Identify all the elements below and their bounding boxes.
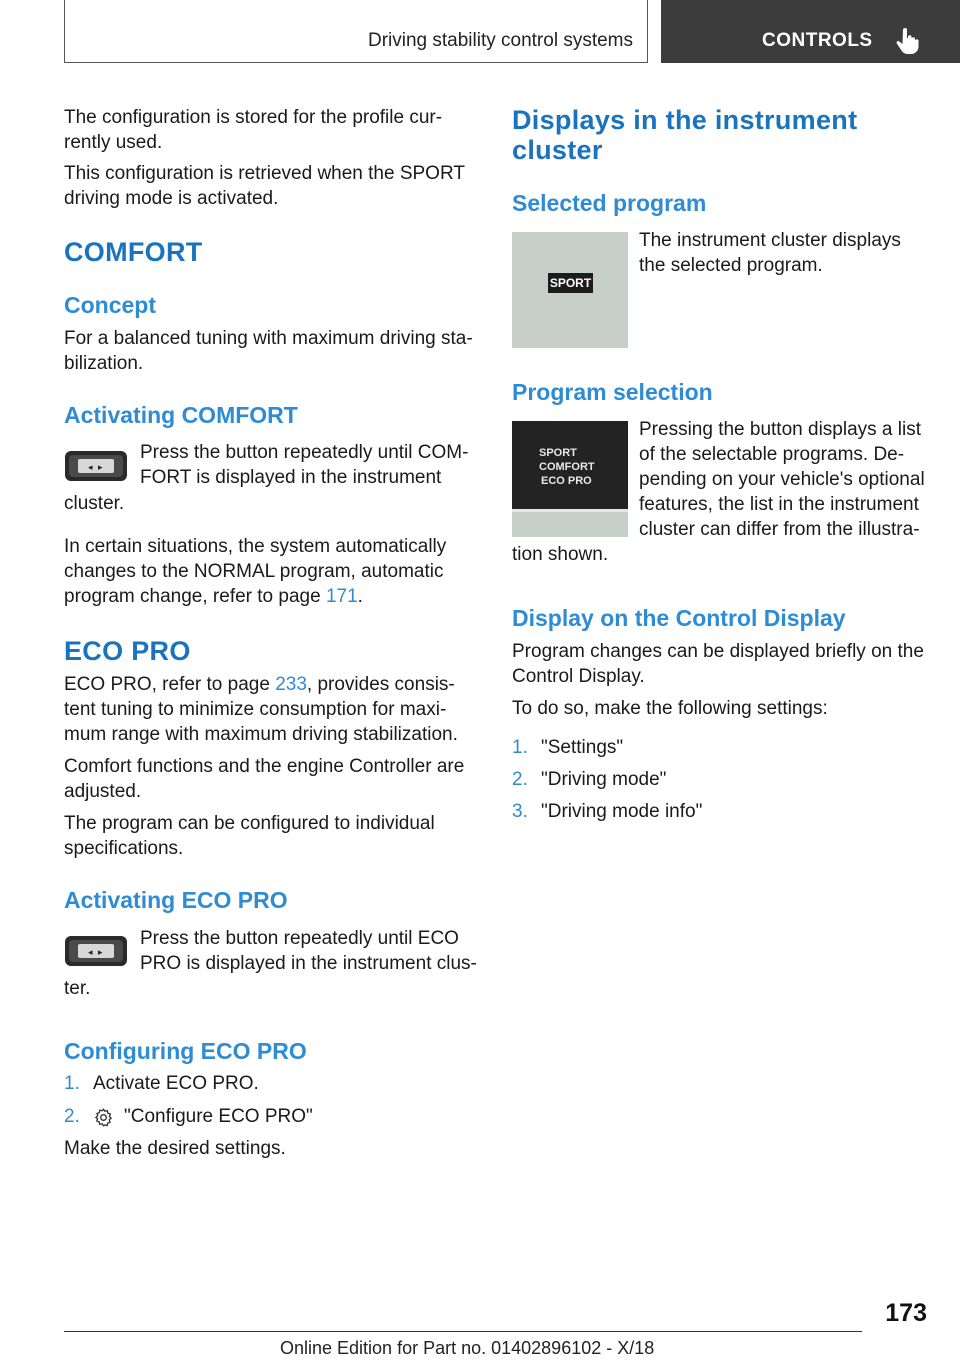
settings-step-1 xyxy=(512,735,624,761)
config-step-2-number: 2. xyxy=(64,1106,80,1127)
driving-mode-button-icon xyxy=(64,448,128,484)
settings-step-3-number: 3. xyxy=(512,801,528,822)
sport-badge: SPORT xyxy=(548,273,593,293)
concept-line-2: bilization. xyxy=(64,353,144,374)
intro-line-2: rently used. xyxy=(64,132,163,153)
header-section-title: Driving stability control systems xyxy=(367,30,633,51)
selected-line-2: the selected program. xyxy=(639,255,823,276)
heading-program-selection: Program selection xyxy=(512,379,713,405)
settings-step-2 xyxy=(512,767,667,793)
eco-line-6: The program can be configured to individual xyxy=(64,813,435,834)
control-display-line-3: To do so, make the following settings: xyxy=(512,698,828,719)
program-option-sport: SPORT xyxy=(539,447,577,459)
activate-eco-line-3: ter. xyxy=(64,978,91,999)
svg-text:◂: ◂ xyxy=(88,463,93,473)
activate-comfort-line-3: cluster. xyxy=(64,493,125,514)
selected-line-1: The instrument cluster displays xyxy=(639,230,901,251)
program-selection-line-6: tion shown. xyxy=(512,544,609,565)
eco-line-3: mum range with maximum driving stabilization. xyxy=(64,724,458,745)
settings-step-1-number: 1. xyxy=(512,737,528,758)
eco-line-2: tent tuning to minimize consumption for maxi- xyxy=(64,699,447,720)
header-chapter-title: CONTROLS xyxy=(762,30,873,51)
eco-line-1 xyxy=(64,672,455,698)
auto-line-1: In certain situations, the system automatically xyxy=(64,536,447,557)
svg-text:◂: ◂ xyxy=(88,948,93,958)
eco-line-1-text: ECO PRO, refer to page xyxy=(64,674,276,695)
eco-line-4: Comfort functions and the engine Controller are xyxy=(64,756,465,777)
settings-step-2-number: 2. xyxy=(512,769,528,790)
intro-line-1: The configuration is stored for the profile cur- xyxy=(64,107,443,128)
page-link-233[interactable]: 233 xyxy=(275,674,307,695)
config-step-1 xyxy=(64,1071,259,1097)
program-selection-line-1: Pressing the button displays a list xyxy=(639,419,921,440)
header-section-box xyxy=(64,0,648,63)
intro-line-3: This configuration is retrieved when the SPORT xyxy=(64,163,465,184)
program-option-eco-pro: ECO PRO xyxy=(541,475,592,487)
settings-step-3-text: "Driving mode info" xyxy=(541,801,703,822)
eco-line-5: adjusted. xyxy=(64,781,142,802)
selected-program-illustration xyxy=(512,232,628,348)
page-link-171[interactable]: 171 xyxy=(325,586,358,607)
program-selection-line-4: features, the list in the instrument xyxy=(639,494,919,515)
settings-step-2-text: "Driving mode" xyxy=(541,769,667,790)
config-step-2 xyxy=(64,1104,313,1130)
intro-line-4: driving mode is activated. xyxy=(64,188,279,209)
activate-comfort-line-1: Press the button repeatedly until COM- xyxy=(140,442,469,463)
auto-line-3-text: program change, refer to page xyxy=(64,586,326,607)
heading-activating-eco-pro: Activating ECO PRO xyxy=(64,887,288,913)
activate-comfort-line-2: FORT is displayed in the instrument xyxy=(140,467,442,488)
eco-line-7: specifications. xyxy=(64,838,184,859)
concept-line-1: For a balanced tuning with maximum driving sta- xyxy=(64,328,473,349)
page-number: 173 xyxy=(885,1299,927,1327)
heading-activating-comfort: Activating COMFORT xyxy=(64,402,298,428)
heading-eco-pro: ECO PRO xyxy=(64,636,191,666)
heading-comfort: COMFORT xyxy=(64,237,203,267)
program-option-comfort: COMFORT xyxy=(539,461,595,473)
activate-eco-line-1: Press the button repeatedly until ECO xyxy=(140,928,459,949)
control-display-line-2: Control Display. xyxy=(512,666,645,687)
settings-step-3 xyxy=(512,799,703,825)
driving-mode-button-icon xyxy=(64,933,128,969)
program-selection-line-2: of the selectable programs. De- xyxy=(639,444,905,465)
config-step-1-text: Activate ECO PRO. xyxy=(93,1073,259,1094)
heading-concept: Concept xyxy=(64,292,156,318)
activate-eco-line-2: PRO is displayed in the instrument clus- xyxy=(140,953,477,974)
auto-line-3 xyxy=(64,584,363,610)
heading-configuring-eco-pro: Configuring ECO PRO xyxy=(64,1038,307,1064)
auto-line-2: changes to the NORMAL program, automatic xyxy=(64,561,444,582)
config-step-2-text: "Configure ECO PRO" xyxy=(124,1106,313,1127)
svg-text:▸: ▸ xyxy=(98,463,103,473)
settings-step-1-text: "Settings" xyxy=(541,737,624,758)
eco-line-1-end: , provides consis- xyxy=(306,674,455,695)
heading-displays-line-1: Displays in the instrument xyxy=(512,105,858,135)
control-display-line-1: Program changes can be displayed briefly on the xyxy=(512,641,924,662)
program-selection-line-5: cluster can differ from the illustra- xyxy=(639,519,920,540)
footer-rule xyxy=(64,1331,862,1332)
footer-edition: Online Edition for Part no. 01402896102 - X/18 xyxy=(280,1338,655,1358)
auto-line-3-end: . xyxy=(357,586,363,607)
program-list-divider xyxy=(512,509,628,512)
heading-control-display: Display on the Control Display xyxy=(512,605,846,631)
svg-text:▸: ▸ xyxy=(98,948,103,958)
program-selection-line-3: pending on your vehicle's optional xyxy=(639,469,925,490)
program-selection-illustration xyxy=(512,421,628,537)
config-step-1-number: 1. xyxy=(64,1073,80,1094)
pointing-hand-icon xyxy=(893,26,921,54)
heading-displays-line-2: cluster xyxy=(512,135,603,165)
config-after-text: Make the desired settings. xyxy=(64,1138,286,1159)
gear-icon xyxy=(93,1107,114,1128)
heading-selected-program: Selected program xyxy=(512,190,707,216)
